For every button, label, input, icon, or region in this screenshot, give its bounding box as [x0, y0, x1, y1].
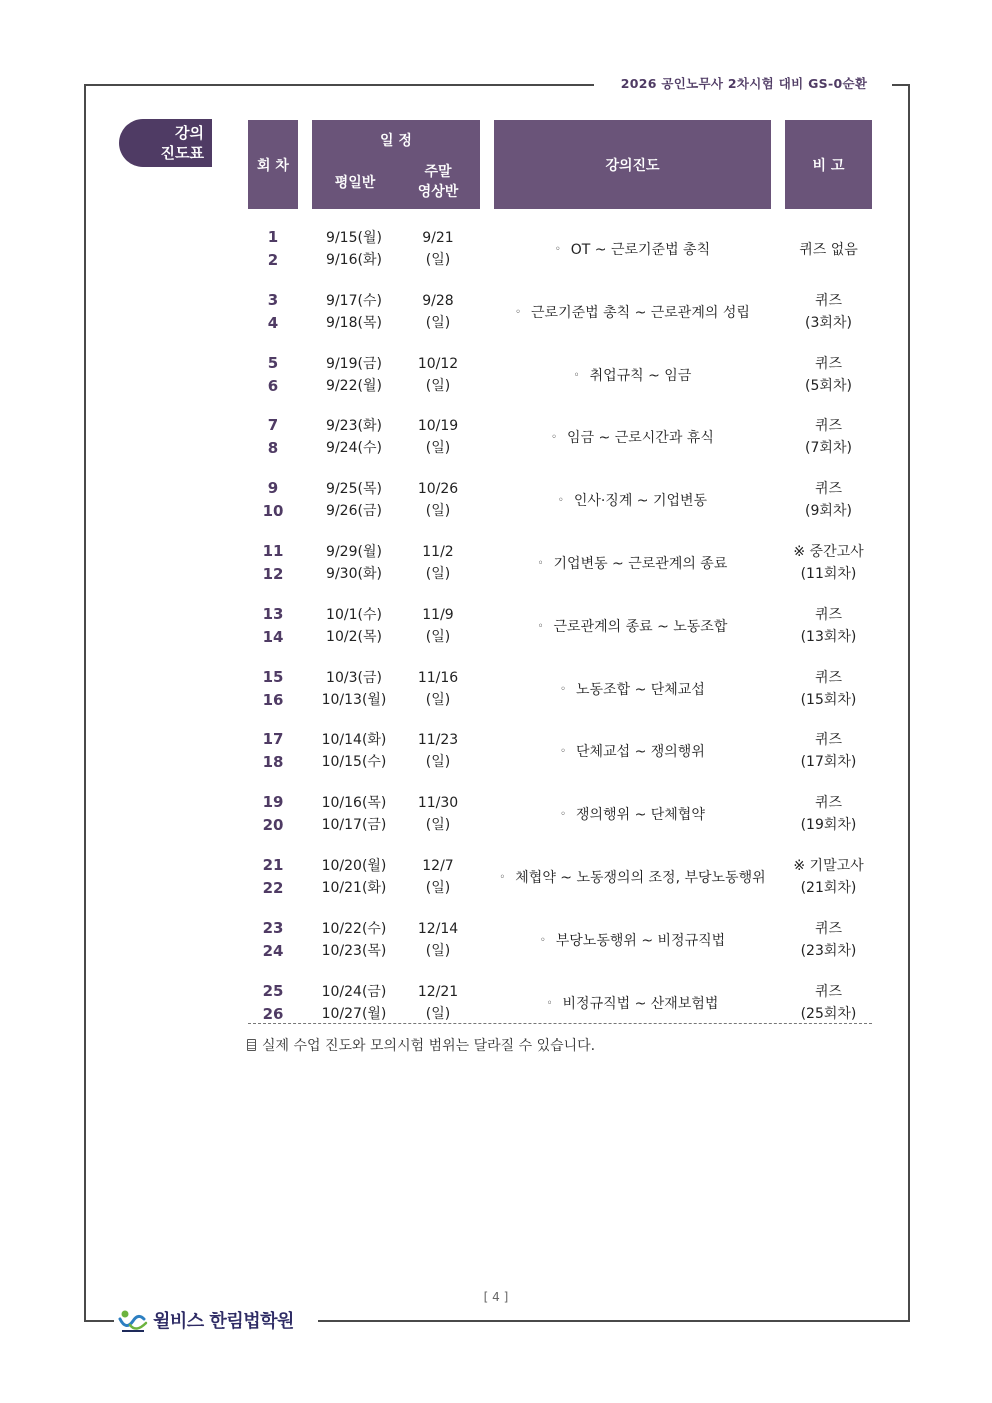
weekend-date-value: 10/26 — [417, 481, 459, 498]
bullet-icon: ◦ — [499, 872, 506, 883]
weekend-date — [402, 918, 474, 962]
weekend-day: (일) — [425, 503, 451, 520]
header-round: 회 차 — [248, 120, 298, 209]
header-schedule-label: 일 정 — [380, 133, 412, 149]
note-cell — [785, 667, 872, 711]
weekday-date: 9/15(월) — [326, 230, 382, 246]
weekday-dates — [312, 792, 396, 836]
weekday-dates — [312, 290, 396, 334]
bullet-icon: ◦ — [557, 495, 564, 507]
header-progress: 강의진도 — [494, 120, 771, 209]
round-number: 18 — [262, 753, 284, 772]
weekend-date-value: 11/16 — [417, 669, 459, 686]
note-cell — [785, 604, 872, 648]
footnote-text: 실제 수업 진도와 모의시험 범위는 달라질 수 있습니다. — [262, 1038, 596, 1054]
bullet-icon: ◦ — [560, 746, 567, 758]
weekend-day: (일) — [425, 377, 451, 394]
round-number: 2 — [267, 251, 279, 269]
weekend-date — [402, 478, 474, 522]
bullet-icon: ◦ — [537, 620, 544, 632]
progress-cell — [494, 553, 771, 577]
round-number: 14 — [262, 627, 284, 646]
table-row — [248, 846, 872, 906]
note-line2: (23회차) — [800, 942, 857, 959]
round-numbers — [248, 352, 298, 398]
note-line2: (13회차) — [800, 628, 857, 645]
weekend-day: (일) — [425, 440, 451, 457]
table-row — [248, 281, 872, 341]
table-row — [248, 532, 872, 592]
note-line2: (17회차) — [800, 754, 857, 771]
weekday-date: 9/22(월) — [326, 377, 382, 394]
weekday-date: 10/17(금) — [321, 817, 387, 834]
memo-icon — [247, 1039, 256, 1051]
note-line1: 퀴즈 — [814, 418, 843, 435]
weekday-date: 9/24(수) — [326, 440, 382, 457]
weekend-day: (일) — [425, 754, 451, 771]
note-line2: (21회차) — [800, 880, 857, 896]
round-number: 22 — [262, 879, 284, 897]
section-tag — [119, 119, 212, 167]
note-line1: 퀴즈 — [814, 355, 843, 372]
header-schedule — [312, 120, 480, 209]
note-cell — [785, 353, 872, 397]
weekday-date: 10/1(수) — [326, 606, 382, 623]
round-number: 19 — [262, 793, 284, 812]
note-line1: ※ 기말고사 — [793, 858, 864, 874]
header-weekend-line2: 영상반 — [417, 184, 459, 200]
note-line2: (25회차) — [800, 1005, 857, 1022]
bullet-icon: ◦ — [551, 432, 558, 444]
divider-dashed — [248, 1023, 872, 1024]
weekend-date — [402, 792, 474, 836]
table-row — [248, 783, 872, 843]
logo — [118, 1306, 294, 1334]
round-numbers — [248, 666, 298, 712]
progress-cell — [494, 930, 771, 954]
progress-text: 노동조합 ~ 단체교섭 — [576, 681, 705, 698]
bullet-icon: ◦ — [539, 934, 546, 946]
progress-cell — [494, 239, 771, 263]
table-row — [248, 720, 872, 780]
progress-text: OT ~ 근로기준법 총칙 — [570, 242, 711, 258]
table-row — [248, 344, 872, 404]
progress-cell — [494, 993, 771, 1017]
section-tag-line2: 진도표 — [160, 144, 204, 162]
section-tag-line1: 강의 — [175, 124, 204, 142]
note-line1: 퀴즈 — [814, 983, 843, 1000]
weekday-dates — [312, 855, 396, 899]
progress-text: 인사·징계 ~ 기업변동 — [573, 493, 708, 510]
note-line2: (11회차) — [800, 566, 857, 582]
weekday-date: 10/20(월) — [321, 858, 387, 874]
round-number: 6 — [267, 376, 279, 395]
weekday-dates — [312, 667, 396, 711]
table-row — [248, 595, 872, 655]
progress-text: 기업변동 ~ 근로관계의 종료 — [553, 556, 728, 572]
frame-right-line — [908, 84, 910, 1321]
weekday-date: 10/23(목) — [321, 942, 387, 959]
weekend-date — [402, 855, 474, 899]
weekday-date: 10/2(목) — [326, 628, 382, 645]
weekend-date-value: 10/12 — [417, 355, 459, 372]
round-numbers — [248, 414, 298, 460]
round-number: 25 — [262, 981, 284, 1000]
progress-cell — [494, 490, 771, 514]
weekend-day: (일) — [425, 817, 451, 834]
note-cell — [785, 478, 872, 522]
weekday-dates — [312, 541, 396, 585]
weekend-date-value: 10/19 — [417, 418, 459, 435]
progress-text: 근로관계의 종료 ~ 노동조합 — [553, 618, 728, 635]
weekend-date-value: 12/7 — [422, 858, 454, 874]
weekday-date: 9/26(금) — [326, 503, 382, 520]
weekend-date — [402, 227, 474, 271]
footnote — [247, 1035, 595, 1055]
table-row — [248, 909, 872, 969]
progress-cell — [494, 427, 771, 451]
bullet-icon: ◦ — [573, 369, 580, 381]
note-line1: 퀴즈 — [814, 292, 843, 309]
frame-bottom-left-line — [84, 1320, 114, 1322]
round-number: 9 — [267, 479, 279, 498]
round-number: 20 — [262, 816, 284, 835]
table-row — [248, 406, 872, 466]
progress-cell — [494, 741, 771, 765]
note-line1: 퀴즈 — [814, 481, 843, 498]
weekend-day: (일) — [425, 691, 451, 708]
round-number: 21 — [262, 856, 284, 874]
round-number: 13 — [262, 604, 284, 623]
weekday-date: 9/18(목) — [326, 314, 382, 331]
frame-bottom-right-line — [318, 1320, 910, 1322]
weekend-day: (일) — [425, 628, 451, 645]
bullet-icon: ◦ — [546, 997, 553, 1009]
weekend-day: (일) — [425, 314, 451, 331]
progress-cell — [494, 804, 771, 828]
round-number: 10 — [262, 502, 284, 521]
round-numbers — [248, 226, 298, 272]
weekend-date — [402, 541, 474, 585]
note-line1: ※ 중간고사 — [793, 544, 864, 560]
round-number: 24 — [262, 941, 284, 960]
weekday-date: 9/17(수) — [326, 292, 382, 309]
note-line1: 퀴즈 — [814, 920, 843, 937]
weekend-date-value: 12/14 — [417, 920, 459, 937]
weekday-date: 10/3(금) — [326, 669, 382, 686]
note-cell — [785, 239, 872, 261]
note-cell — [785, 290, 872, 334]
header-note: 비 고 — [785, 120, 872, 209]
weekend-day: (일) — [425, 566, 451, 582]
weekday-dates — [312, 729, 396, 773]
round-number: 12 — [262, 565, 284, 583]
note-cell — [785, 792, 872, 836]
weekday-dates — [312, 415, 396, 459]
table-row — [248, 218, 872, 278]
note-line1: 퀴즈 — [814, 732, 843, 749]
note-line1: 퀴즈 없음 — [799, 242, 858, 258]
table-row — [248, 469, 872, 529]
progress-cell — [494, 365, 771, 389]
note-line1: 퀴즈 — [814, 669, 843, 686]
weekend-day: (일) — [425, 1005, 451, 1022]
round-number: 17 — [262, 730, 284, 749]
note-line1: 퀴즈 — [814, 606, 843, 623]
round-number: 7 — [267, 416, 279, 435]
round-numbers — [248, 728, 298, 774]
weekend-date — [402, 353, 474, 397]
note-line2: (7회차) — [805, 440, 852, 457]
note-cell — [785, 981, 872, 1025]
note-line2: (3회차) — [805, 314, 852, 331]
round-number: 8 — [267, 439, 279, 458]
weekday-date: 10/15(수) — [321, 754, 387, 771]
note-cell — [785, 918, 872, 962]
round-number: 26 — [262, 1004, 284, 1023]
progress-cell — [494, 616, 771, 640]
bullet-icon: ◦ — [515, 306, 522, 318]
header-weekday: 평일반 — [334, 175, 376, 191]
note-cell — [785, 415, 872, 459]
round-numbers — [248, 289, 298, 335]
weekday-date: 9/23(화) — [326, 418, 382, 435]
weekend-date — [402, 604, 474, 648]
progress-text: 비정규직법 ~ 산재보험법 — [562, 995, 719, 1012]
round-number: 1 — [267, 228, 279, 246]
progress-text: 취업규칙 ~ 임금 — [589, 367, 692, 384]
progress-text: 쟁의행위 ~ 단체협약 — [576, 807, 705, 824]
note-line2: (9회차) — [805, 503, 852, 520]
weekday-dates — [312, 918, 396, 962]
round-numbers — [248, 854, 298, 900]
note-cell — [785, 541, 872, 585]
weekday-date: 9/30(화) — [326, 566, 382, 582]
weekday-date: 9/19(금) — [326, 355, 382, 372]
bullet-icon: ◦ — [537, 558, 544, 569]
progress-text: 근로기준법 총칙 ~ 근로관계의 성립 — [531, 304, 750, 321]
weekend-date — [402, 415, 474, 459]
header-weekend — [404, 162, 472, 202]
weekday-date: 9/16(화) — [326, 252, 382, 268]
weekend-date — [402, 981, 474, 1025]
note-line1: 퀴즈 — [814, 795, 843, 812]
weekday-dates — [312, 478, 396, 522]
weekday-date: 9/29(월) — [326, 544, 382, 560]
header-title: 2026 공인노무사 2차시험 대비 GS-0순환 — [620, 76, 868, 91]
progress-text: 부당노동행위 ~ 비정규직법 — [555, 932, 726, 949]
frame-left-line — [84, 84, 86, 1321]
note-line2: (15회차) — [800, 691, 857, 708]
note-cell — [785, 729, 872, 773]
weekday-date: 10/22(수) — [321, 920, 387, 937]
logo-icon — [118, 1307, 150, 1333]
round-numbers — [248, 477, 298, 523]
bullet-icon: ◦ — [560, 809, 567, 821]
weekend-date-value: 11/2 — [422, 544, 454, 560]
weekend-day: (일) — [425, 880, 451, 896]
round-numbers — [248, 540, 298, 586]
weekend-day: (일) — [425, 252, 451, 268]
round-number: 5 — [267, 353, 279, 372]
round-number: 4 — [267, 313, 279, 332]
progress-text: 체협약 ~ 노동쟁의의 조정, 부당노동행위 — [515, 870, 766, 886]
page-number: [ 4 ] — [483, 1290, 509, 1304]
logo-text: 윌비스 한림법학원 — [153, 1311, 294, 1332]
weekend-date-value: 11/9 — [422, 606, 454, 623]
round-number: 23 — [262, 918, 284, 937]
round-numbers — [248, 603, 298, 649]
bullet-icon: ◦ — [554, 244, 561, 255]
weekday-date: 10/13(월) — [321, 691, 387, 708]
header-weekend-line1: 주말 — [424, 164, 452, 180]
weekend-day: (일) — [425, 942, 451, 959]
weekday-dates — [312, 604, 396, 648]
weekend-date — [402, 729, 474, 773]
progress-text: 단체교섭 ~ 쟁의행위 — [576, 744, 705, 761]
bullet-icon: ◦ — [560, 683, 567, 695]
weekday-date: 9/25(목) — [326, 481, 382, 498]
note-cell — [785, 855, 872, 899]
frame-top-left-line — [84, 84, 594, 86]
weekend-date-value: 9/21 — [422, 230, 454, 246]
round-number: 16 — [262, 690, 284, 709]
weekday-date: 10/24(금) — [321, 983, 387, 1000]
round-numbers — [248, 917, 298, 963]
round-number: 3 — [267, 290, 279, 309]
weekday-date: 10/27(월) — [321, 1005, 387, 1022]
progress-cell — [494, 679, 771, 703]
progress-text: 임금 ~ 근로시간과 휴식 — [567, 430, 714, 447]
weekday-date: 10/14(화) — [321, 732, 387, 749]
weekday-dates — [312, 353, 396, 397]
weekend-date-value: 9/28 — [422, 292, 454, 309]
note-line2: (5회차) — [805, 377, 852, 394]
weekday-date: 10/16(목) — [321, 795, 387, 812]
table-row — [248, 658, 872, 718]
round-numbers — [248, 980, 298, 1026]
weekday-dates — [312, 227, 396, 271]
progress-cell — [494, 867, 771, 891]
weekend-date-value: 12/21 — [417, 983, 459, 1000]
weekend-date-value: 11/23 — [417, 732, 459, 749]
progress-cell — [494, 302, 771, 326]
weekend-date — [402, 290, 474, 334]
weekday-date: 10/21(화) — [321, 880, 387, 896]
weekday-dates — [312, 981, 396, 1025]
round-number: 15 — [262, 667, 284, 686]
note-line2: (19회차) — [800, 817, 857, 834]
weekend-date-value: 11/30 — [417, 795, 459, 812]
round-number: 11 — [262, 542, 284, 560]
round-numbers — [248, 791, 298, 837]
weekend-date — [402, 667, 474, 711]
